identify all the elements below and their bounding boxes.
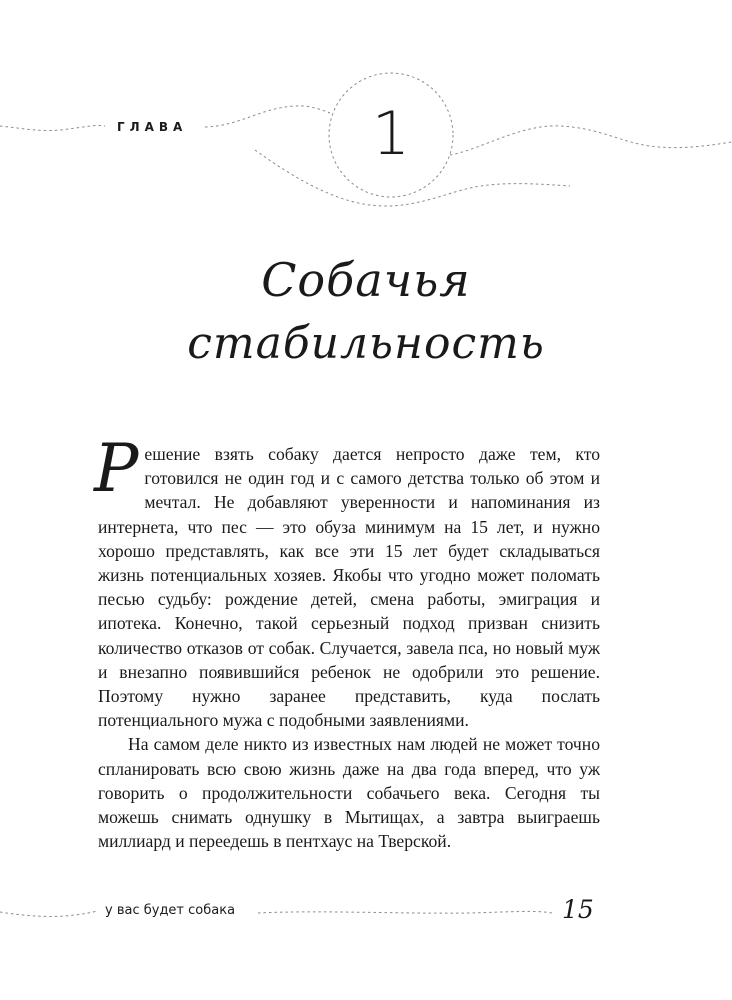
paragraph-2: На самом деле никто из известных нам людей не может точно спланировать всю свою жизнь даже на два года вперед, что уж говорить о продолжительности собачьего века. Сегодня ты можешь снимать однушку в Мытищах, а завтра выиграешь миллиард и переедешь в пентхаус на Тверской. (98, 734, 600, 852)
footer-wave-right (258, 911, 552, 913)
paragraph-1-text: ешение взять собаку дается непросто даже тем, кто готовился не один год и с самого детства только об этом и мечтал. Не добавляют уверенности и напоминания из интернета, что пес — это обуза минимум на 15 лет, и нужно хорошо представлять, как все эти 15 лет будет складываться жизнь потенциальных хозяев. Якобы что угодно может поломать песью судьбу: рождение детей, смена работы, эмиграция и ипотека. Конечно, такой серьезный подход призван снизить количество отказов от собак. Случается, завела пса, но новый муж и внезапно появившийся ребенок не одобрили это решение. Поэтому нужно заранее представить, куда послать потенциального мужа с подобными заявлениями. (98, 444, 600, 731)
header-wave-right (450, 126, 732, 155)
chapter-label: ГЛАВА (117, 120, 188, 134)
chapter-number: 1 (371, 99, 411, 169)
header-wave-middle (205, 106, 330, 127)
page-number: 15 (562, 895, 594, 924)
running-title: у вас будет собака (105, 903, 236, 918)
chapter-title-line-1: Собачья (261, 253, 471, 307)
drop-cap: Р (94, 430, 139, 507)
footer-wave-left (0, 911, 98, 916)
paragraph-1 (94, 430, 600, 732)
body-text (94, 430, 600, 853)
chapter-title-line-2: стабильность (187, 318, 545, 369)
header-wave-left (0, 125, 105, 130)
